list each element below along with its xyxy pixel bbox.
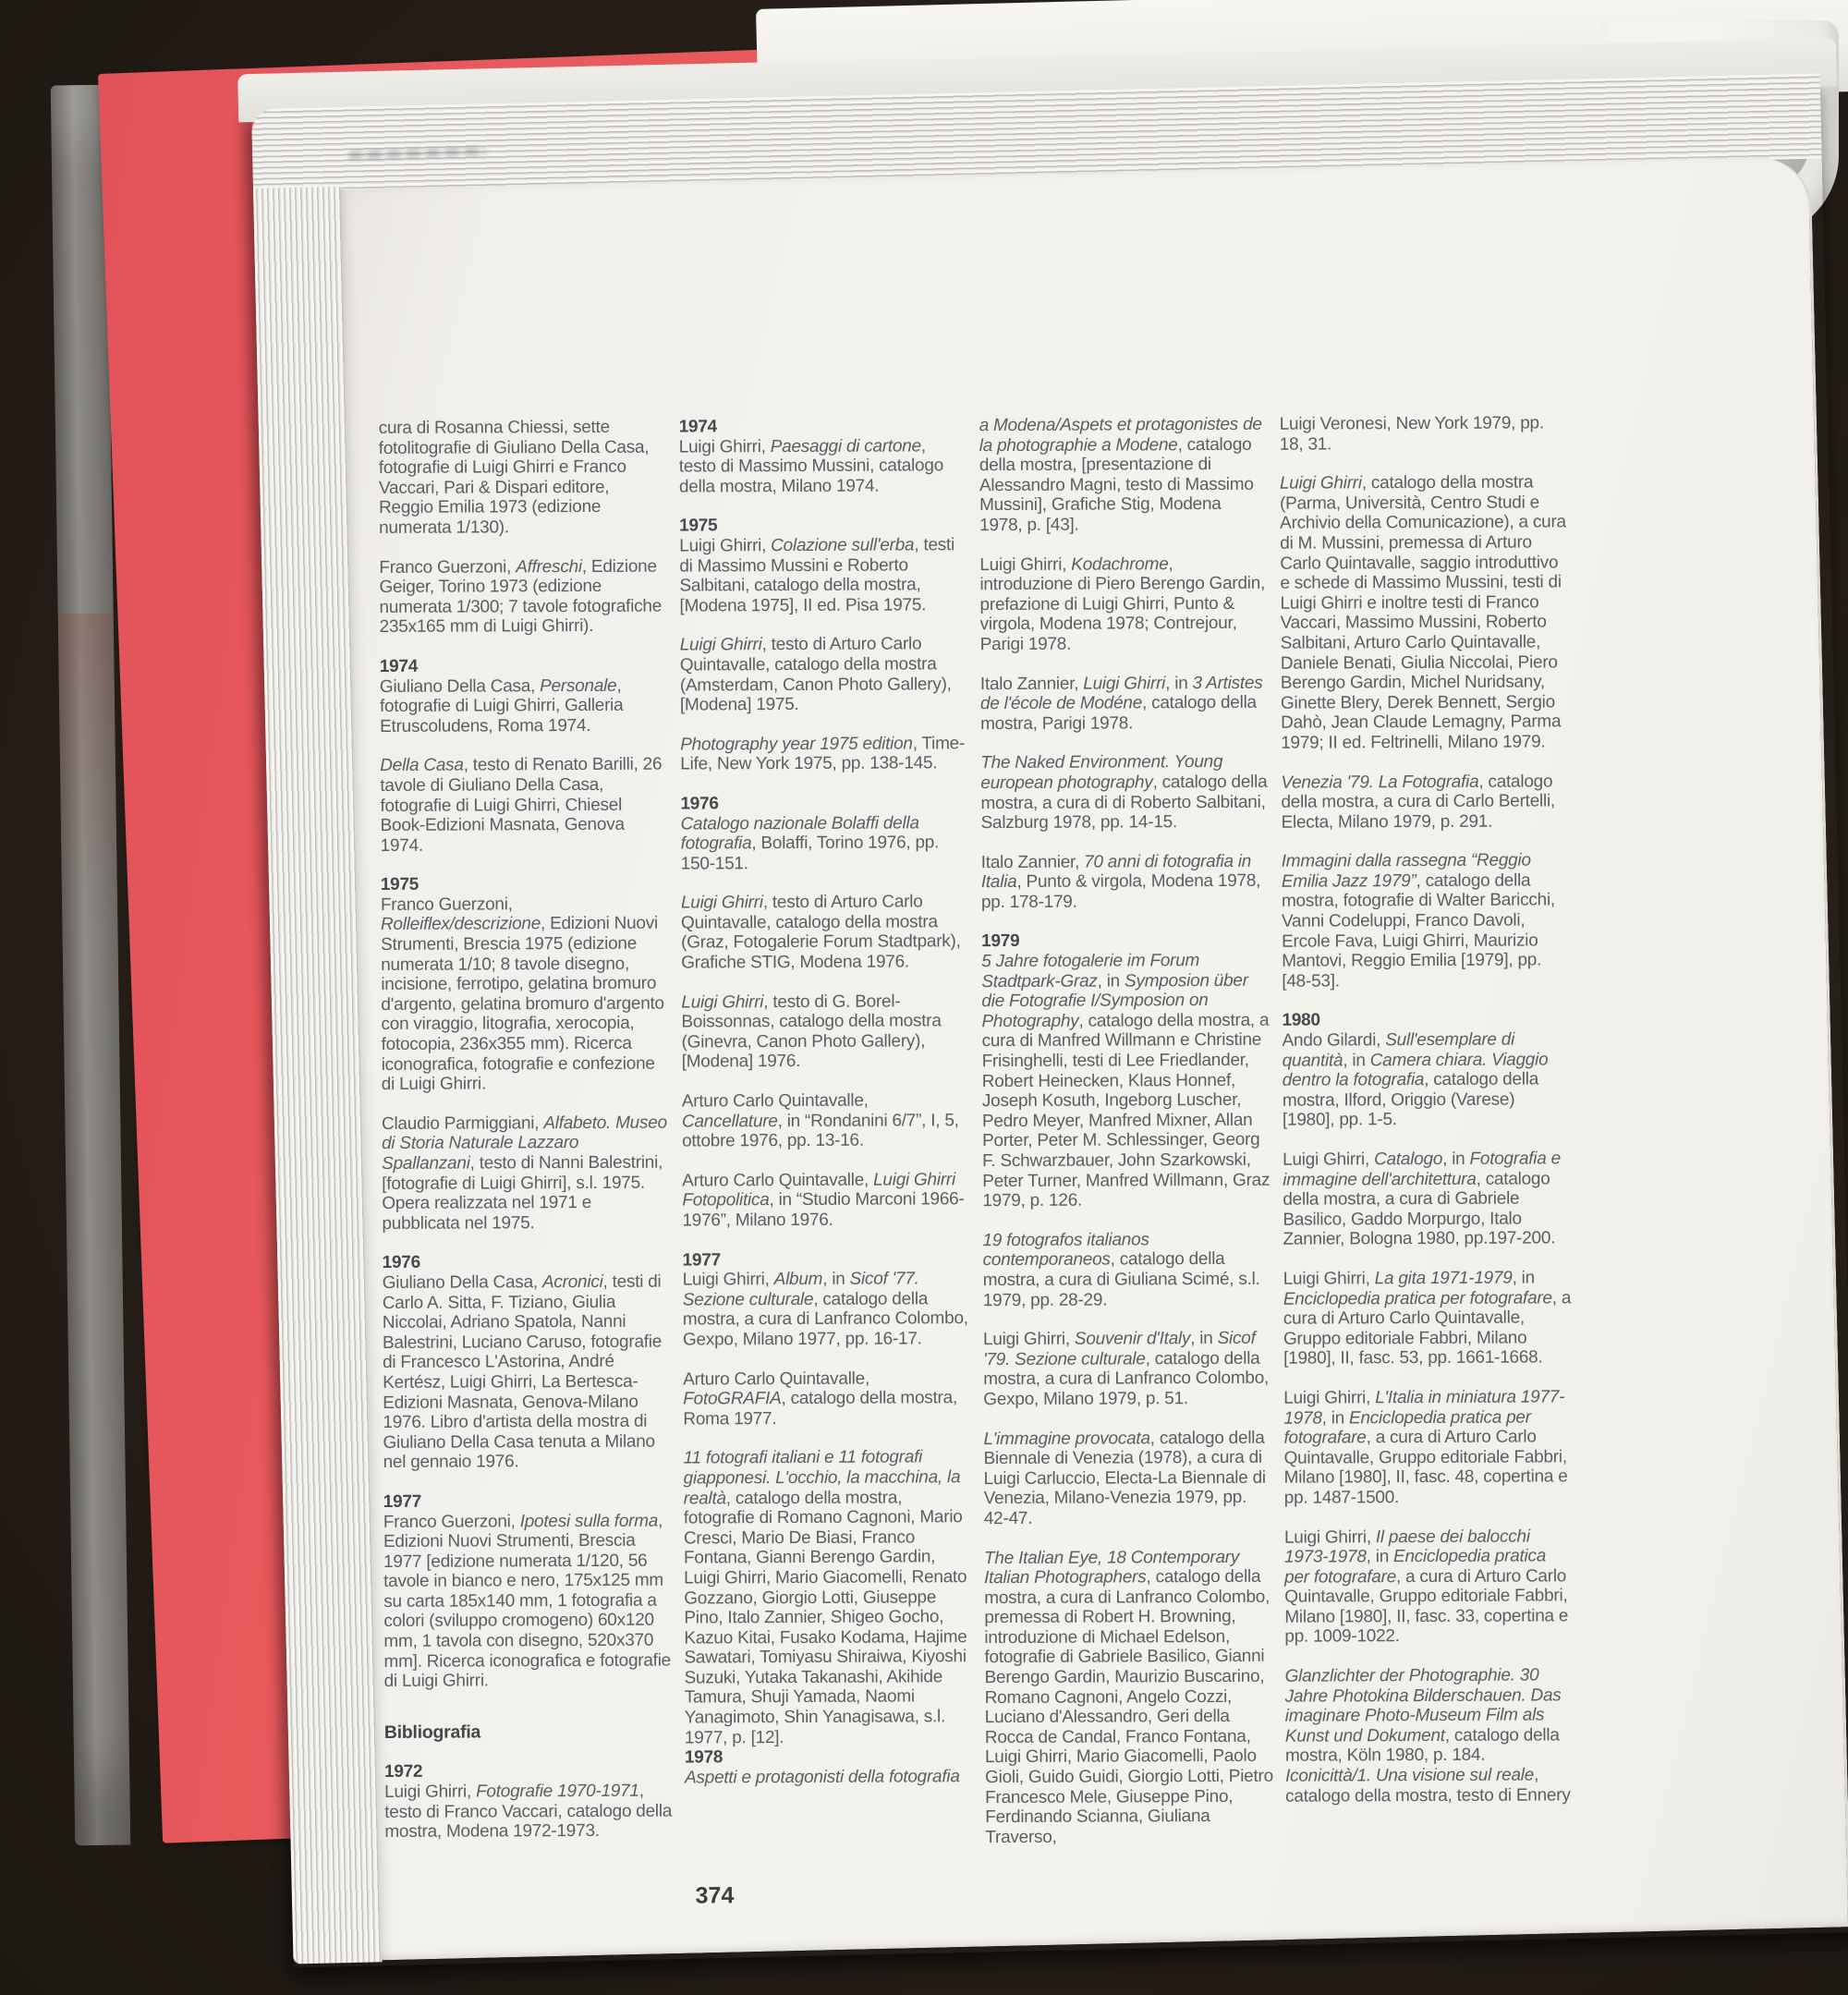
year-heading: 1979: [981, 931, 1020, 952]
bibliography-entry: Italo Zannier, 70 anni di fotografia in Italia, Punto & virgola, Modena 1978, pp. 178-179.: [980, 851, 1261, 912]
bibliography-entry: Della Casa, testo di Renato Barilli, 26 tavole di Giuliano Della Casa, fotografie di Luigi Ghirri, Chiesel Book-Edizioni Masnata, Genova 1974.: [380, 754, 663, 856]
bibliography-entry: 5 Jahre fotogalerie im Forum Stadtpark-Graz, in Symposion über die Fotografie I/Symposion on Photography, catalogo della mostra, a cura di Manfred Willmann e Christine Frisinghelli, testi di Lee Friedlander, Robert Heinecken, Klaus Honnef, Joseph Kosuth, Ingeborg Luscher, Pedro Meyer, Manfred Mixner, Allan Porter, Peter M. Schlessinger, Georg F. Schwarzbauer, John Szarkowski, Peter Turner, Manfred Willmann, Graz 1979, p. 126.: [981, 951, 1270, 1211]
page-text: [379, 412, 1805, 1995]
bibliography-entry: Luigi Ghirri, Paesaggi di cartone, testo di Massimo Mussini, catalogo della mostra, Milano 1974.: [678, 435, 944, 497]
page-number: 374: [695, 1882, 735, 1909]
bibliography-entry: Iconicittà/1. Una visione sul reale, catalogo della mostra, testo di Ennery: [1285, 1765, 1571, 1806]
year-heading: 1976: [680, 794, 719, 814]
bibliography-entry: Ando Gilardi, Sull'esemplare di quantità, in Camera chiara. Viaggio dentro la fotografia, catalogo della mostra, Ilford, Origgio (Varese) [1980], pp. 1-5.: [1282, 1029, 1549, 1131]
bibliography-entry: Luigi Ghirri, testo di G. Borel-Boissonnas, catalogo della mostra (Ginevra, Canon Photo Gallery), [Modena] 1976.: [681, 991, 942, 1072]
bibliography-entry: Italo Zannier, Luigi Ghirri, in 3 Artistes de l'école de Modéne, catalogo della mostra, Parigi 1978.: [979, 673, 1263, 734]
bibliography-columns: [379, 412, 1805, 1850]
bibliography-entry: Giuliano Della Casa, Personale, fotografie di Luigi Ghirri, Galleria Etruscoludens, Roma 1974.: [379, 675, 624, 736]
bibliography-column-2: [679, 416, 974, 1849]
bibliography-page: [340, 157, 1848, 1961]
bibliography-entry: Luigi Ghirri, catalogo della mostra (Parma, Università, Centro Studi e Archivio della Comunicazione), a cura di M. Mussini, premessa di Arturo Carlo Quintavalle, saggio introduttivo e schede di Massimo Mussini, testi di Luigi Ghirri e inoltre testi di Franco Vaccari, Massimo Mussini, Roberto Salbitani, Arturo Carlo Quintavalle, Daniele Benati, Giulia Niccolai, Piero Berengo Gardin, Michel Nuridsany, Ginette Blery, Derek Bennett, Sergio Dahò, Jean Claude Lemagny, Parma 1979; II ed. Feltrinelli, Milano 1979.: [1279, 472, 1566, 753]
bibliography-entry: Aspetti e protagonisti della fotografia: [685, 1767, 960, 1788]
bibliography-entry: Luigi Ghirri, Souvenir d'Italy, in Sicof '79. Sezione culturale, catalogo della mostra, a cura di Lanfranco Colombo, Gexpo, Milano 1979, p. 51.: [982, 1328, 1270, 1410]
bibliography-entry: Franco Guerzoni, Ipotesi sulla forma, Edizioni Nuovi Strumenti, Brescia 1977 [edizione numerata 1/120, 56 tavole in bianco e nero, 175x125 mm su carta 185x140 mm, 1 fotografia a colori (sviluppo cromogeno) 60x120 mm, 1 tavola con disegno, 520x370 mm]. Ricerca iconografica e fotografie di Luigi Ghirri.: [383, 1511, 672, 1692]
bibliography-entry: Luigi Ghirri, Il paese dei balocchi 1973-1978, in Enciclopedia pratica per fotografare, a cura di Arturo Carlo Quintavalle, Gruppo editoriale Fabbri, Milano [1980], II, fasc. 33, copertina e pp. 1009-1022.: [1283, 1527, 1569, 1648]
year-heading: 1980: [1282, 1010, 1320, 1031]
bibliography-entry: Arturo Carlo Quintavalle, FotoGRAFIA, catalogo della mostra, Roma 1977.: [683, 1369, 958, 1429]
bibliography-column-4: [1280, 413, 1574, 1846]
bibliography-entry: Venezia '79. La Fotografia, catalogo della mostra, a cura di Carlo Bertelli, Electa, Milano 1979, p. 291.: [1281, 771, 1555, 833]
bibliography-entry: Franco Guerzoni, Affreschi, Edizione Geiger, Torino 1973 (edizione numerata 1/300; 7 tavole fotografiche 235x165 mm di Luigi Ghirri).: [379, 556, 663, 638]
year-heading: 1974: [379, 656, 419, 676]
bibliography-entry: Luigi Ghirri, testo di Arturo Carlo Quintavalle, catalogo della mostra (Amsterdam, Canon Photo Gallery), [Modena] 1975.: [679, 634, 952, 715]
bibliography-entry: Photography year 1975 edition, Time-Life, New York 1975, pp. 138-145.: [680, 733, 966, 774]
bibliography-entry: cura di Rosanna Chiessi, sette fotolitografie di Giuliano Della Casa, fotografie di Luigi Ghirri e Franco Vaccari, Pari & Dispari editore, Reggio Emilia 1973 (edizione numerata 1/130).: [378, 417, 650, 538]
bibliography-entry: Luigi Ghirri, Fotografie 1970-1971, testo di Franco Vaccari, catalogo della mostra, Modena 1972-1973.: [384, 1781, 673, 1843]
year-heading: 1977: [682, 1249, 721, 1271]
bibliography-entry: Glanzlichter der Photographie. 30 Jahre Photokina Bilderschauen. Das imaginare Photo-Museum Film als Kunst und Dokument, catalogo della mostra, Köln 1980, p. 184.: [1284, 1665, 1562, 1767]
bibliography-entry: The Italian Eye, 18 Contemporary Italian Photographers, catalogo della mostra, a cura di Lanfranco Colombo, premessa di Robert H. Browning, introduzione di Michael Edelson, fotografie di Gabriele Basilico, Gianni Berengo Gardin, Maurizio Buscarino, Romano Cagnoni, Angelo Cozzi, Luciano d'Alessandro, Geri della Rocca de Candal, Franco Fontana, Luigi Ghirri, Mario Giacomelli, Paolo Gioli, Guido Guidi, Giorgio Lotti, Pietro Francesco Mele, Giuseppe Pino, Ferdinando Scianna, Giuliana Traverso,: [983, 1547, 1273, 1847]
year-heading: 1976: [382, 1253, 420, 1273]
bibliography-entry: Catalogo nazionale Bolaffi della fotografia, Bolaffi, Torino 1976, pp. 150-151.: [680, 812, 940, 874]
bibliography-entry: Luigi Ghirri, Kodachrome, introduzione di Piero Berengo Gardin, prefazione di Luigi Ghirri, Punto & virgola, Modena 1978; Contrejour, Parigi 1978.: [979, 553, 1266, 655]
bibliography-entry: Luigi Ghirri, Colazione sull'erba, testi di Massimo Mussini e Roberto Salbitani, catalogo della mostra, [Modena 1975], II ed. Pisa 1975.: [679, 535, 955, 616]
page-stack: [251, 73, 1848, 1967]
bibliography-entry: Luigi Ghirri, L'Italia in miniatura 1977-1978, in Enciclopedia pratica per fotografare, a cura di Arturo Carlo Quintavalle, Gruppo editoriale Fabbri, Milano [1980], II, fasc. 48, copertina e pp. 1487-1500.: [1283, 1387, 1568, 1508]
year-heading: 1975: [679, 516, 718, 536]
bibliography-entry: Giuliano Della Casa, Acronici, testi di Carlo A. Sitta, F. Tiziano, Giulia Niccolai, Adriano Spatola, Nanni Balestrini, Luciano Caruso, fotografie di Francesco L'Astorina, André Kertész, Luigi Ghirri, La Bertesca-Edizioni Masnata, Genova-Milano 1976. Libro d'artista della mostra di Giuliano Della Casa tenuta a Milano nel gennaio 1976.: [382, 1271, 663, 1473]
year-heading: 1975: [380, 875, 419, 895]
year-heading: 1974: [678, 417, 718, 437]
bibliography-entry: 11 fotografi italiani e 11 fotografi giapponesi. L'occhio, la macchina, la realtà, catalogo della mostra, fotografie di Romano Cagnoni, Mario Cresci, Mario De Biasi, Franco Fontana, Gianni Berengo Gardin, Luigi Ghirri, Mario Giacomelli, Renato Gozzano, Giorgio Lotti, Giuseppe Pino, Italo Zannier, Shigeo Gocho, Kazuo Kitai, Fusako Kodama, Hajime Sawatari, Tomiyasu Shiraiwa, Kiyoshi Suzuki, Yutaka Takanashi, Akihide Tamura, Shuji Yamada, Naomi Yanagimoto, Shin Yanagisawa, s.l. 1977, p. [12].: [683, 1447, 967, 1748]
bibliography-entry: Arturo Carlo Quintavalle, Luigi Ghirri Fotopolitica, in “Studio Marconi 1966-1976”, Milano 1976.: [682, 1170, 965, 1231]
bibliography-entry: Arturo Carlo Quintavalle, Cancellature, in “Rondanini 6/7”, I, 5, ottobre 1976, pp. 13-16.: [681, 1090, 959, 1151]
bibliography-entry: The Naked Environment. Young european photography, catalogo della mostra, a cura di di Roberto Salbitani, Salzburg 1978, pp. 14-15.: [980, 752, 1268, 833]
bibliography-entry: Luigi Veronesi, New York 1979, pp. 18, 31.: [1279, 413, 1544, 455]
bibliography-entry: Luigi Ghirri, La gita 1971-1979, in Enciclopedia pratica per fotografare, a cura di Arturo Carlo Quintavalle, Gruppo editoriale Fabbri, Milano [1980], II, fasc. 53, pp. 1661-1668.: [1283, 1268, 1572, 1369]
bibliography-entry: Luigi Ghirri, Catalogo, in Fotografia e immagine dell'architettura, catalogo della mostra, a cura di Gabriele Basilico, Gaddo Morpurgo, Italo Zannier, Bologna 1980, pp.197-200.: [1283, 1149, 1561, 1250]
year-heading: 1978: [684, 1747, 723, 1768]
bibliography-entry: 19 fotografos italianos contemporaneos, catalogo della mostra, a cura di Giuliana Scimé, s.l. 1979, pp. 28-29.: [982, 1230, 1260, 1310]
bibliography-column-3: [979, 415, 1274, 1848]
bibliography-column-1: [379, 418, 674, 1851]
bibliography-entry: a Modena/Aspets et protagonistes de la photographie a Modene, catalogo della mostra, [presentazione di Alessandro Magni, testo di Massimo Mussini], Grafiche Stig, Modena 1978, p. [43].: [979, 414, 1262, 536]
bibliography-entry: Immagini dalla rassegna “Reggio Emilia Jazz 1979”, catalogo della mostra, fotografie di Walter Baricchi, Vanni Codeluppi, Franco Davoli, Ercole Fava, Luigi Ghirri, Maurizio Mantovi, Reggio Emilia [1979], pp. [48-53].: [1281, 850, 1555, 991]
bibliography-entry: Franco Guerzoni, Rolleiflex/descrizione, Edizioni Nuovi Strumenti, Brescia 1975 (edizione numerata 1/10; 8 tavole disegno, incisione, ferrotipo, gelatina bromuro d'argento, gelatina bromuro d'argento con viraggio, litografia, xerocopia, fotocopia, 236x355 mm). Ricerca iconografica, fotografie e confezione di Luigi Ghirri.: [380, 894, 664, 1095]
bibliography-entry: Luigi Ghirri, Album, in Sicof '77. Sezione culturale, catalogo della mostra, a cura di Lanfranco Colombo, Gexpo, Milano 1977, pp. 16-17.: [682, 1269, 968, 1350]
bibliography-entry: Claudio Parmiggiani, Alfabeto. Museo di Storia Naturale Lazzaro Spallanzani, testo di Nanni Balestrini, [fotografie di Luigi Ghirri], s.l. 1975. Opera realizzata nel 1971 e pubblicata nel 1975.: [381, 1113, 667, 1234]
year-heading: 1972: [383, 1762, 423, 1782]
section-heading: Bibliografia: [383, 1721, 481, 1743]
bibliography-entry: Luigi Ghirri, testo di Arturo Carlo Quintavalle, catalogo della mostra (Graz, Fotogalerie Forum Stadtpark), Grafiche STIG, Modena 1976.: [680, 892, 961, 973]
bibliography-entry: L'immagine provocata, catalogo della Biennale di Venezia (1978), a cura di Luigi Carluccio, Electa-La Biennale di Venezia, Milano-Venezia 1979, pp. 42-47.: [983, 1428, 1266, 1529]
year-heading: 1977: [383, 1491, 422, 1512]
